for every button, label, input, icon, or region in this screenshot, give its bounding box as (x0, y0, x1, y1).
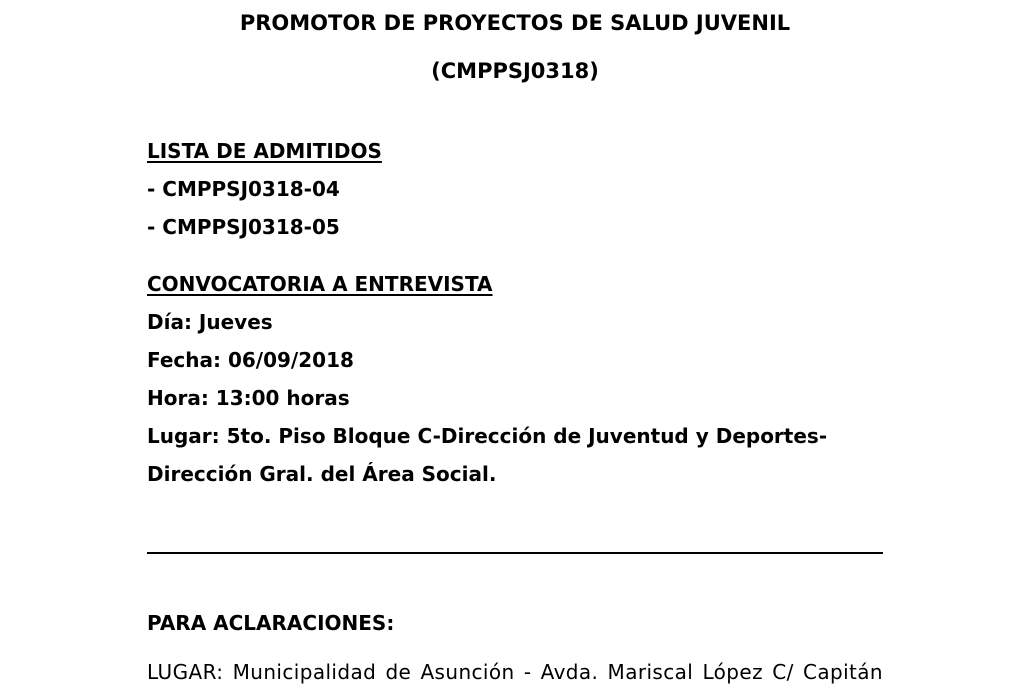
admitted-item: - CMPPSJ0318-04 (147, 177, 340, 201)
clarifications-text: LUGAR: Municipalidad de Asunción - Avda. Mariscal López C/ Capitán (147, 660, 883, 684)
document-title: PROMOTOR DE PROYECTOS DE SALUD JUVENIL (239, 11, 791, 35)
admitted-heading: LISTA DE ADMITIDOS (147, 139, 382, 163)
interview-place: Lugar: 5to. Piso Bloque C-Dirección de Juventud y Deportes- (147, 424, 828, 448)
interview-place-continued: Dirección Gral. del Área Social. (147, 462, 497, 486)
interview-heading: CONVOCATORIA A ENTREVISTA (147, 272, 493, 296)
interview-time: Hora: 13:00 horas (147, 386, 350, 410)
document-code: (CMPPSJ0318) (431, 59, 599, 83)
interview-date: Fecha: 06/09/2018 (147, 348, 354, 372)
admitted-item: - CMPPSJ0318-05 (147, 215, 340, 239)
divider (147, 552, 883, 554)
clarifications-heading: PARA ACLARACIONES: (147, 611, 395, 635)
interview-day: Día: Jueves (147, 310, 273, 334)
